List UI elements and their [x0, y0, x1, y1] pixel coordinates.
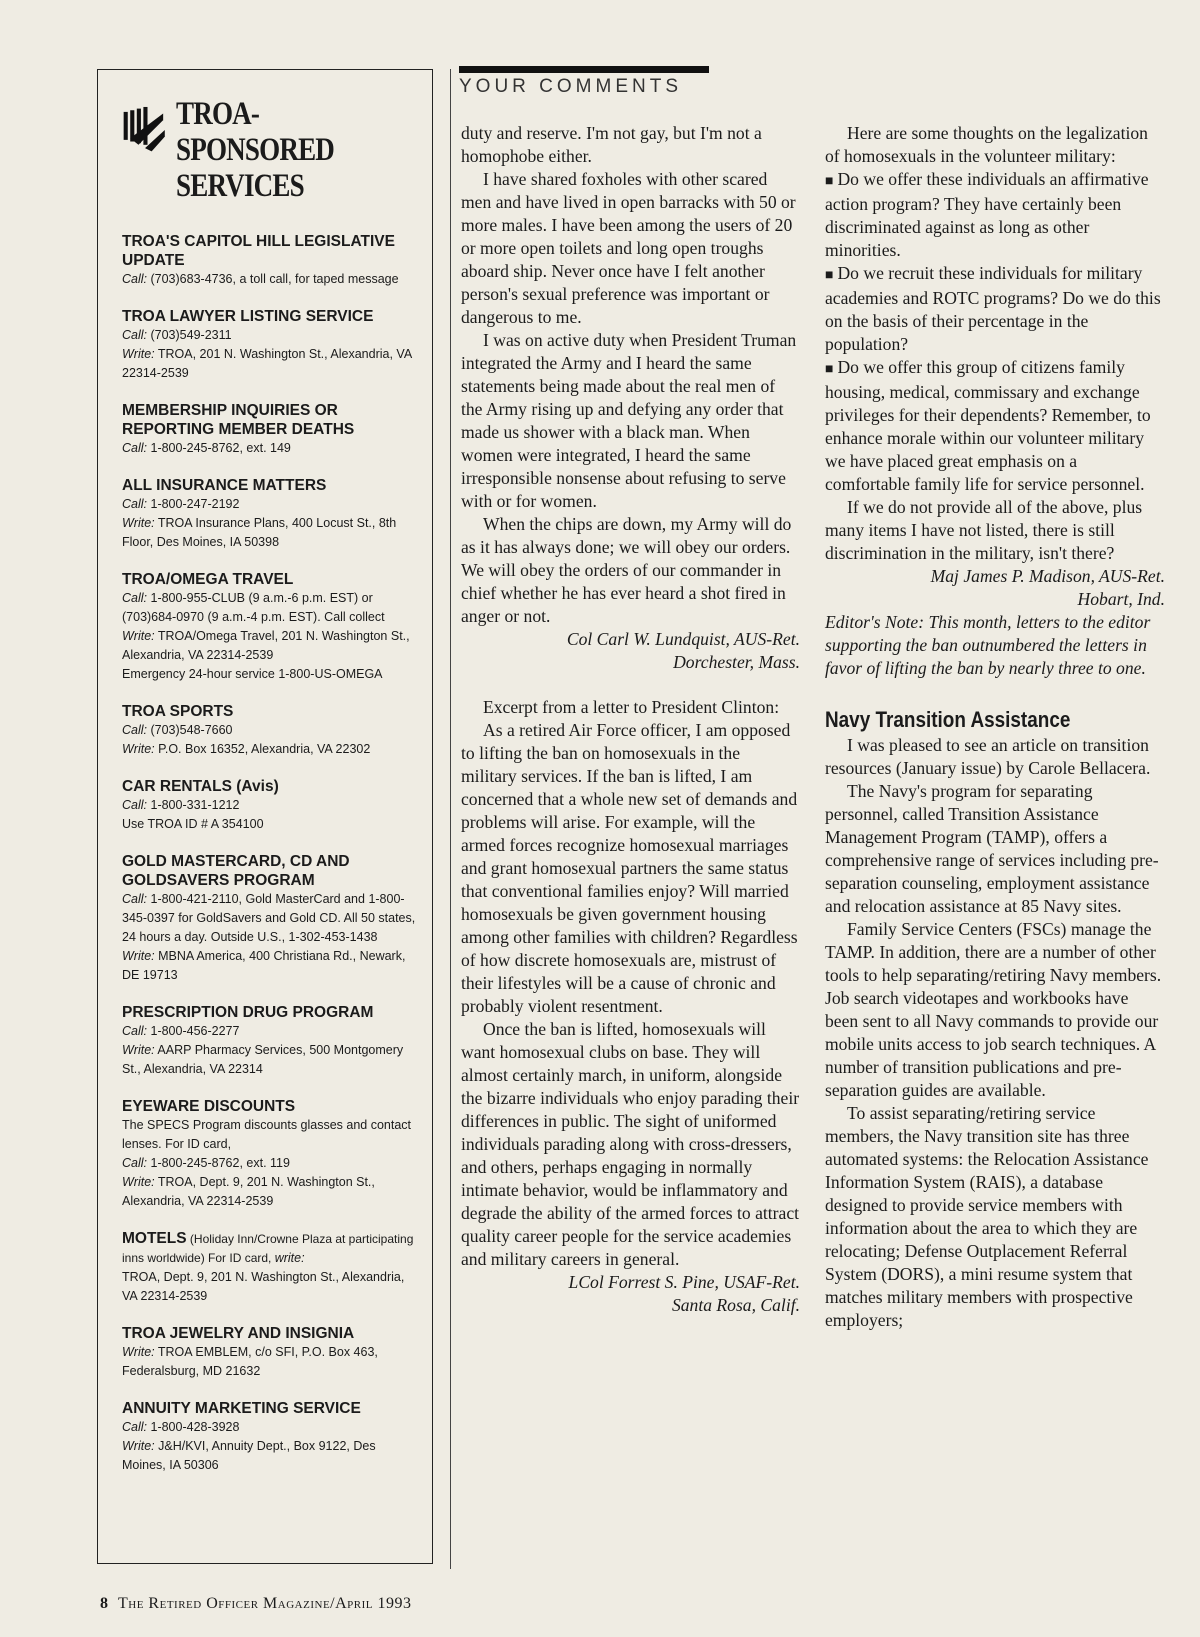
service-name: TROA'S CAPITOL HILL LEGISLATIVE UPDATE	[122, 233, 395, 269]
paragraph: As a retired Air Force officer, I am opposed to lifting the ban on homosexuals in the military services. If the ban is lifted, I am concerned that a whole new set of demands and problems will arise. For example, will the armed forces recognize homosexual marriages and grant homosexual partners the same status that conventional families enjoy? Will married homosexuals be given government housing among other families with children? Regardless of how discrete homosexuals are, mistrust of their lifestyles will be a cause of chronic and probably violent resentment.	[461, 720, 798, 1016]
service-detail-label: Call:	[122, 591, 148, 605]
service-detail-label: Call:	[122, 723, 148, 737]
service-detail	[122, 815, 418, 834]
article-heading: Navy Transition Assistance	[825, 707, 1071, 732]
services-list-tail	[122, 1324, 418, 1475]
bullet-item: ■ Do we offer these individuals an affirmative action program? They have certainly been discriminated against as long as other minorities.	[825, 168, 1165, 262]
service-detail	[122, 345, 418, 383]
paragraph: Family Service Centers (FSCs) manage the TAMP. In addition, there are a number of other tools to help separating/retiring Navy members. Job search videotapes and workbooks have been sent to all Navy commands to provide our mobile units access to job search techniques. A number of transition publications and pre-separation guides are available.	[825, 919, 1162, 1100]
service-detail-label: Write:	[122, 1043, 155, 1057]
letters-column-1	[461, 122, 800, 1317]
service-name: MOTELS	[122, 1230, 187, 1247]
service-detail-text: 1-800-245-8762, ext. 119	[147, 1156, 290, 1170]
bullet-item: ■ Do we offer this group of citizens family housing, medical, commissary and exchange privileges for their dependents? Remember, to enhance morale within our volunteer military we have placed great emphasis on a comfortable family life for service personnel.	[825, 356, 1165, 496]
service-detail-label: Call:	[122, 1420, 148, 1434]
service-entry	[122, 476, 418, 552]
service-name: TROA JEWELRY AND INSIGNIA	[122, 1325, 355, 1342]
service-name: ANNUITY MARKETING SERVICE	[122, 1400, 361, 1417]
service-detail	[122, 495, 418, 514]
service-detail-text: (703)548-7660	[147, 723, 233, 737]
service-detail-label: Write:	[122, 1175, 155, 1189]
service-detail-label: Write:	[122, 1439, 155, 1453]
service-entry	[122, 570, 418, 684]
service-entry	[122, 777, 418, 834]
publication-name: The Retired Officer Magazine/April 1993	[118, 1595, 412, 1612]
troa-logo-icon	[122, 100, 168, 160]
service-entry	[122, 1399, 418, 1475]
service-detail-text: 1-800-456-2277	[147, 1024, 240, 1038]
service-entry	[122, 1097, 418, 1211]
service-detail-text: 1-800-955-CLUB (9 a.m.-6 p.m. EST) or (703)684-0970 (9 a.m.-4 p.m. EST). Call collect	[122, 591, 385, 624]
paragraph: If we do not provide all of the above, plus many items I have not listed, there is still discrimination in the military, isn't there?	[825, 497, 1143, 563]
paragraph: Here are some thoughts on the legalization of homosexuals in the volunteer military:	[825, 123, 1148, 166]
service-detail-label: Call:	[122, 798, 148, 812]
motels-write-label: write:	[274, 1251, 305, 1265]
service-detail-text: Emergency 24-hour service 1-800-US-OMEGA	[122, 667, 383, 681]
service-detail-label: Call:	[122, 328, 148, 342]
page-footer	[100, 1595, 412, 1613]
service-entry	[122, 401, 418, 458]
signature-name: Maj James P. Madison, AUS-Ret.	[930, 566, 1165, 586]
service-detail	[122, 589, 418, 627]
service-name: TROA SPORTS	[122, 703, 234, 720]
section-rule	[459, 66, 709, 73]
service-name: TROA/OMEGA TRAVEL	[122, 571, 294, 588]
paragraph: duty and reserve. I'm not gay, but I'm not a homophobe either.	[461, 123, 762, 166]
service-name: GOLD MASTERCARD, CD AND GOLDSAVERS PROGRAM	[122, 853, 350, 889]
service-entry	[122, 852, 418, 985]
troa-services-sidebar	[97, 69, 433, 1564]
letters-column-2	[825, 122, 1165, 1332]
service-detail-label: Write:	[122, 1345, 155, 1359]
service-detail	[122, 947, 418, 985]
motels-note: (Holiday Inn/Crowne Plaza at participating inns worldwide) For ID card,	[122, 1232, 414, 1265]
service-detail-label: Call:	[122, 272, 148, 286]
service-detail-label: Write:	[122, 949, 155, 963]
service-detail	[122, 796, 418, 815]
service-detail-label: Call:	[122, 497, 148, 511]
service-detail-text: P.O. Box 16352, Alexandria, VA 22302	[154, 742, 371, 756]
service-detail	[122, 1041, 418, 1079]
service-detail	[122, 514, 418, 552]
service-motels	[122, 1229, 418, 1306]
service-entry	[122, 1324, 418, 1381]
service-detail	[122, 1418, 418, 1437]
service-detail	[122, 721, 418, 740]
service-detail	[122, 740, 418, 759]
signature-name: Col Carl W. Lundquist, AUS-Ret.	[566, 629, 800, 649]
service-detail-text: TROA, 201 N. Washington St., Alexandria, VA 22314-2539	[122, 347, 412, 380]
service-detail-text: (703)549-2311	[147, 328, 232, 342]
service-detail	[122, 1437, 418, 1475]
paragraph: The Navy's program for separating personnel, called Transition Assistance Management Program (TAMP), offers a comprehensive range of services including pre-separation counseling, employment assistance and relocation assistance at 85 Navy sites.	[825, 781, 1159, 916]
service-detail-label: Write:	[122, 742, 155, 756]
service-detail	[122, 1173, 418, 1211]
service-name: ALL INSURANCE MATTERS	[122, 477, 327, 494]
service-detail-text: The SPECS Program discounts glasses and contact lenses. For ID card,	[122, 1118, 412, 1151]
service-detail-text: (703)683-4736, a toll call, for taped message	[147, 272, 399, 286]
service-entry	[122, 307, 418, 383]
paragraph: To assist separating/retiring service members, the Navy transition site has three automated systems: the Relocation Assistance Information System (RAIS), a database designed to provide service members with information about the area to which they are relocating; Defense Outplacement Referral System (DORS), a mini resume system that matches military members with prospective employers;	[825, 1103, 1149, 1330]
service-entry	[122, 1003, 418, 1079]
service-detail	[122, 326, 418, 345]
service-detail-text: TROA/Omega Travel, 201 N. Washington St., Alexandria, VA 22314-2539	[122, 629, 410, 662]
service-detail-label: Call:	[122, 1156, 148, 1170]
service-name: CAR RENTALS (Avis)	[122, 778, 279, 795]
sidebar-title: TROA-SPONSORED SERVICES	[176, 96, 335, 204]
paragraph: I have shared foxholes with other scared men and have lived in open barracks with 50 or more males. I have been among the users of 20 or more open toilets and long open troughs aboard ship. Never once have I felt another person's sexual preference was important or dangerous to me.	[461, 169, 796, 327]
service-detail-label: Write:	[122, 629, 155, 643]
paragraph: Once the ban is lifted, homosexuals will want homosexual clubs on base. They will almost certainly march, in uniform, alongside the bizarre individuals who enjoy parading their differences in public. The sight of uniformed individuals parading along with cross-dressers, and others, perhaps engaging in normally intimate behavior, would be inflammatory and degrade the ability of the armed forces to attract quality career people for the service academies and military careers in general.	[461, 1019, 800, 1269]
service-detail-text: MBNA America, 400 Christiana Rd., Newark, DE 19713	[122, 949, 406, 982]
service-detail	[122, 1116, 418, 1154]
service-detail	[122, 439, 418, 458]
paragraph: I was pleased to see an article on transition resources (January issue) by Carole Bellacera.	[825, 735, 1151, 778]
column-divider	[450, 69, 451, 1569]
editors-note: Editor's Note: This month, letters to the editor supporting the ban outnumbered the letters in favor of lifting the ban by nearly three to one.	[825, 612, 1151, 678]
paragraph: When the chips are down, my Army will do as it has always done; we will obey our orders. We will obey the orders of our commander in chief whether he has ever heard a shot fired in anger or not.	[461, 514, 792, 626]
paragraph: Excerpt from a letter to President Clinton:	[483, 697, 780, 717]
service-detail-text: 1-800-428-3928	[147, 1420, 240, 1434]
service-detail-text: 1-800-421-2110, Gold MasterCard and 1-800-345-0397 for GoldSavers and Gold CD. All 50 states, 24 hours a day. Outside U.S., 1-302-453-1438	[122, 892, 416, 944]
service-name: EYEWARE DISCOUNTS	[122, 1098, 296, 1115]
motels-address: TROA, Dept. 9, 201 N. Washington St., Alexandria, VA 22314-2539	[122, 1270, 405, 1303]
service-entry	[122, 232, 418, 289]
service-entry	[122, 702, 418, 759]
service-detail-label: Write:	[122, 347, 155, 361]
signature-place: Santa Rosa, Calif.	[671, 1295, 800, 1315]
service-detail	[122, 890, 418, 947]
service-detail	[122, 665, 418, 684]
service-detail	[122, 1154, 418, 1173]
signature-place: Hobart, Ind.	[1077, 589, 1165, 609]
page-number: 8	[100, 1595, 108, 1612]
service-detail	[122, 1343, 418, 1381]
service-detail-label: Call:	[122, 1024, 148, 1038]
service-detail-text: Use TROA ID # A 354100	[122, 817, 264, 831]
sidebar-header	[122, 96, 418, 204]
bullet-item: ■ Do we recruit these individuals for military academies and ROTC programs? Do we do this on the basis of their percentage in the population?	[825, 262, 1165, 356]
service-detail-text: J&H/KVI, Annuity Dept., Box 9122, Des Moines, IA 50306	[122, 1439, 376, 1472]
signature-name: LCol Forrest S. Pine, USAF-Ret.	[568, 1272, 800, 1292]
service-detail-text: 1-800-247-2192	[147, 497, 240, 511]
service-detail-label: Call:	[122, 441, 148, 455]
service-detail-label: Write:	[122, 516, 155, 530]
service-detail-label: Call:	[122, 892, 148, 906]
paragraph: I was on active duty when President Truman integrated the Army and I heard the same statements being made about the real men of the Army rising up and defying any order that made us shower with a black man. When women were integrated, I heard the same irresponsible nonsense about refusing to serve with or for women.	[461, 330, 797, 511]
service-detail-text: TROA EMBLEM, c/o SFI, P.O. Box 463, Federalsburg, MD 21632	[122, 1345, 378, 1378]
service-detail	[122, 627, 418, 665]
service-detail-text: TROA, Dept. 9, 201 N. Washington St., Alexandria, VA 22314-2539	[122, 1175, 375, 1208]
section-label: YOUR COMMENTS	[459, 76, 682, 97]
service-detail-text: TROA Insurance Plans, 400 Locust St., 8th Floor, Des Moines, IA 50398	[122, 516, 397, 549]
service-name: PRESCRIPTION DRUG PROGRAM	[122, 1004, 374, 1021]
service-detail	[122, 270, 418, 289]
service-detail-text: AARP Pharmacy Services, 500 Montgomery St., Alexandria, VA 22314	[122, 1043, 404, 1076]
signature-place: Dorchester, Mass.	[673, 652, 800, 672]
service-detail	[122, 1022, 418, 1041]
service-detail-text: 1-800-245-8762, ext. 149	[147, 441, 291, 455]
service-name: TROA LAWYER LISTING SERVICE	[122, 308, 374, 325]
service-name: MEMBERSHIP INQUIRIES OR REPORTING MEMBER DEATHS	[122, 402, 355, 438]
service-detail-text: 1-800-331-1212	[147, 798, 240, 812]
services-list	[122, 232, 418, 1211]
